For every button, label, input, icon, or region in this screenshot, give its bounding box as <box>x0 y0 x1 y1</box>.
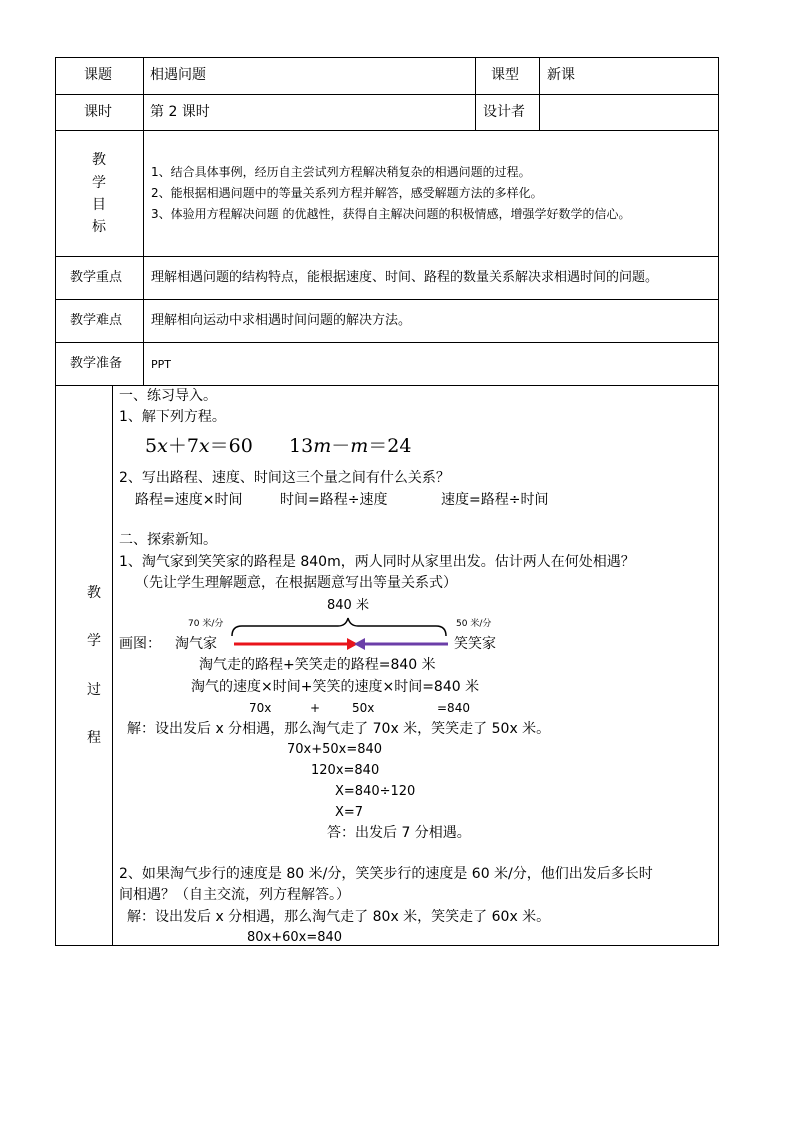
solution-step: 70x+50x=840 <box>287 742 383 757</box>
process-label-char: 教 <box>87 585 101 601</box>
period-value: 第 2 课时 <box>150 104 210 120</box>
key-point-label: 教学重点 <box>70 270 123 285</box>
type-label: 课型 <box>491 67 519 83</box>
difficulty-text: 理解相向运动中求相遇时间问题的解决方法。 <box>151 313 412 328</box>
designer-label: 设计者 <box>483 104 525 120</box>
left-home-label: 淘气家 <box>175 636 217 652</box>
period-label: 课时 <box>84 104 112 120</box>
process-label-char: 程 <box>87 730 101 746</box>
distance-brace <box>232 618 446 636</box>
solution-2-step: 80x+60x=840 <box>247 930 343 945</box>
substitute-plus: + <box>310 701 321 715</box>
substitute-b: 50x <box>352 701 375 715</box>
solution-2-intro: 解：设出发后 x 分相遇，那么淘气走了 80x 米，笑笑走了 60x 米。 <box>127 909 551 925</box>
question-1: 1、解下列方程。 <box>119 409 226 425</box>
question-2: 2、写出路程、速度、时间这三个量之间有什么关系？ <box>119 470 450 486</box>
problem-1-hint: （先让学生理解题意，在根据题意写出等量关系式） <box>135 575 457 591</box>
relation-a: 淘气走的路程+笑笑走的路程=840 米 <box>199 657 436 673</box>
substitute-a: 70x <box>249 701 272 715</box>
goals-label-char: 教 <box>92 152 106 168</box>
part1-title: 一、练习导入。 <box>119 388 217 404</box>
answer: 答：出发后 7 分相遇。 <box>327 825 471 841</box>
process-label-char: 学 <box>87 633 101 649</box>
equation-1: 5x＋7x＝60 <box>145 435 253 457</box>
goal-item: 1、结合具体事例，经历自主尝试列方程解决稍复杂的相遇问题的过程。 <box>151 165 531 179</box>
relation-time: 时间=路程÷速度 <box>280 492 388 508</box>
goals-label-char: 学 <box>92 175 106 191</box>
relation-distance: 路程=速度×时间 <box>135 492 243 508</box>
solution-step: 120x=840 <box>311 763 380 778</box>
goals-label-char: 标 <box>92 219 106 235</box>
problem-1: 1、淘气家到笑笑家的路程是 840m，两人同时从家里出发。估计两人在何处相遇？ <box>119 554 635 570</box>
part2-title: 二、探索新知。 <box>119 532 217 548</box>
relation-speed: 速度=路程÷时间 <box>441 492 549 508</box>
preparation-label: 教学准备 <box>70 356 123 371</box>
draw-label: 画图： <box>119 636 161 652</box>
equation-2: 13m－m＝24 <box>289 435 412 457</box>
solution-step: X=840÷120 <box>335 784 416 799</box>
relation-b: 淘气的速度×时间+笑笑的速度×时间=840 米 <box>191 679 480 695</box>
right-speed-label: 50 米/分 <box>456 619 492 629</box>
right-arrow-head <box>354 638 365 650</box>
substitute-c: =840 <box>437 701 470 715</box>
goal-item: 2、能根据相遇问题中的等量关系列方程并解答，感受解题方法的多样化。 <box>151 186 543 200</box>
problem-2-line1: 2、如果淘气步行的速度是 80 米/分，笑笑步行的速度是 60 米/分，他们出发后多长时 <box>119 866 653 882</box>
total-distance-label: 840 米 <box>327 598 369 613</box>
difficulty-label: 教学难点 <box>70 313 123 328</box>
goals-label-char: 目 <box>92 197 106 213</box>
right-home-label: 笑笑家 <box>454 636 496 652</box>
type-value: 新课 <box>547 67 575 83</box>
topic-label: 课题 <box>84 67 112 83</box>
process-label-char: 过 <box>87 682 101 698</box>
topic-value: 相遇问题 <box>150 67 206 83</box>
key-point-text: 理解相遇问题的结构特点，能根据速度、时间、路程的数量关系解决求相遇时间的问题。 <box>151 270 659 285</box>
left-speed-label: 70 米/分 <box>188 619 224 629</box>
solution-step: X=7 <box>335 805 364 820</box>
problem-2-line2: 间相遇？（自主交流，列方程解答。） <box>119 887 350 903</box>
preparation-text: PPT <box>151 358 171 371</box>
solution-intro: 解：设出发后 x 分相遇，那么淘气走了 70x 米，笑笑走了 50x 米。 <box>127 721 551 737</box>
goal-item: 3、体验用方程解决问题 的优越性，获得自主解决问题的积极情感，增强学好数学的信心。 <box>151 207 631 221</box>
